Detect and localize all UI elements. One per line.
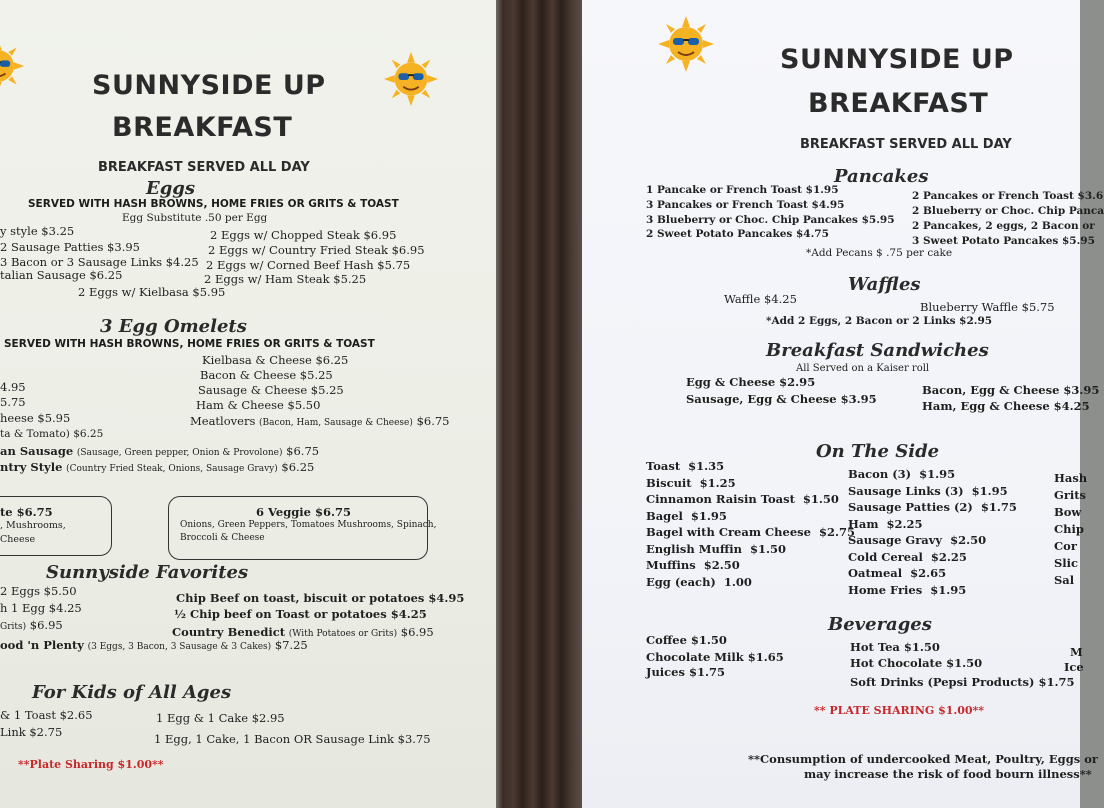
- side-column-1: [646, 459, 855, 591]
- side-item: Bagel $1.95: [646, 508, 727, 523]
- menu-item: 2 Eggs w/ Corned Beef Hash $5.75: [206, 258, 411, 272]
- side-item: Toast $1.35: [646, 459, 725, 473]
- menu-item: Bacon & Cheese $5.25: [200, 368, 333, 382]
- menu-item: [0, 618, 63, 632]
- served-all-day-label: BREAKFAST SERVED ALL DAY: [800, 137, 1012, 152]
- side-item: Cinnamon Raisin Toast $1.50: [646, 492, 839, 506]
- menu-item: Egg & Cheese $2.95: [686, 375, 816, 389]
- waffles-heading: Waffles: [848, 274, 921, 295]
- right-menu-page: [582, 0, 1104, 808]
- side-item: Ham $2.25: [848, 516, 923, 531]
- menu-item: 6 Veggie $6.75: [256, 505, 351, 519]
- item-description: (With Potatoes or Grits): [288, 629, 398, 639]
- sandwiches-heading: Breakfast Sandwiches: [766, 340, 989, 361]
- menu-item: M: [1070, 645, 1083, 659]
- food-safety-warning-line2: may increase the risk of food bourn illness**: [804, 767, 1092, 781]
- item-description: , Mushrooms,: [0, 520, 66, 531]
- served-all-day-label: BREAKFAST SERVED ALL DAY: [98, 160, 310, 175]
- kids-heading: For Kids of All Ages: [32, 682, 232, 703]
- menu-item: Juices $1.75: [646, 665, 725, 679]
- menu-item: ½ Chip beef on Toast or potatoes $4.25: [174, 607, 427, 621]
- plate-sharing-note: **Plate Sharing $1.00**: [18, 758, 164, 771]
- menu-item-italian-sausage: [0, 444, 319, 458]
- side-column-2: [848, 467, 1017, 599]
- menu-item: y style $3.25: [0, 224, 75, 238]
- item-price: $6.95: [29, 618, 63, 632]
- eggs-heading: Eggs: [146, 178, 196, 199]
- side-item: Bow: [1054, 505, 1082, 519]
- item-name: an Sausage: [0, 444, 74, 458]
- menu-item: 2 Eggs w/ Kielbasa $5.95: [78, 285, 226, 299]
- waffles-add-note: *Add 2 Eggs, 2 Bacon or 2 Links $2.95: [766, 315, 993, 327]
- menu-item: Ice: [1064, 660, 1084, 674]
- favorites-heading: Sunnyside Favorites: [46, 562, 249, 583]
- menu-item: 2 Blueberry or Choc. Chip Panca: [912, 205, 1104, 217]
- plate-sharing-note: ** PLATE SHARING $1.00**: [814, 704, 985, 717]
- side-item: Bagel with Cream Cheese $2.75: [646, 525, 855, 539]
- menu-item: h 1 Egg $4.25: [0, 601, 82, 615]
- on-the-side-heading: On The Side: [816, 441, 940, 462]
- egg-substitute-note: Egg Substitute .50 per Egg: [122, 212, 268, 224]
- side-item: Sausage Links (3) $1.95: [848, 483, 1008, 498]
- item-name: ood 'n Plenty: [0, 638, 84, 652]
- side-column-3-partial: [1054, 471, 1087, 590]
- menu-binding: [496, 0, 584, 808]
- side-item: Sal: [1054, 573, 1075, 587]
- menu-item: Chocolate Milk $1.65: [646, 650, 784, 664]
- item-description: (Country Fried Steak, Onions, Sausage Gravy): [66, 464, 278, 474]
- eggs-served-note: SERVED WITH HASH BROWNS, HOME FRIES OR GRITS & TOAST: [28, 198, 399, 210]
- menu-item: 2 Eggs w/ Country Fried Steak $6.95: [208, 243, 425, 257]
- menu-item: 1 Pancake or French Toast $1.95: [646, 184, 839, 196]
- side-item: Grits: [1054, 488, 1087, 502]
- side-item: Oatmeal $2.65: [848, 566, 947, 580]
- menu-item: Kielbasa & Cheese $6.25: [202, 353, 349, 367]
- menu-item: 2 Eggs w/ Chopped Steak $6.95: [210, 228, 397, 242]
- item-description: (Sausage, Green pepper, Onion & Provolone): [76, 448, 283, 458]
- menu-item: 3 Bacon or 3 Sausage Links $4.25: [0, 255, 199, 269]
- side-item: Chip: [1054, 522, 1084, 536]
- menu-item: 4.95: [0, 380, 26, 394]
- menu-item: Ham, Egg & Cheese $4.25: [922, 399, 1090, 413]
- pancakes-heading: Pancakes: [834, 166, 929, 187]
- menu-item: Blueberry Waffle $5.75: [920, 300, 1055, 314]
- side-item: Biscuit $1.25: [646, 475, 736, 490]
- item-price: $6.75: [416, 414, 450, 428]
- item-name: ntry Style: [0, 460, 63, 474]
- menu-title-line2: BREAKFAST: [112, 112, 293, 143]
- sandwiches-note: All Served on a Kaiser roll: [796, 363, 930, 374]
- sun-sunglasses-icon: [656, 14, 716, 74]
- menu-item: 2 Pancakes, 2 eggs, 2 Bacon or: [912, 220, 1095, 232]
- menu-title-line1: SUNNYSIDE UP: [780, 44, 1014, 75]
- menu-item: 1 Egg, 1 Cake, 1 Bacon OR Sausage Link $3.75: [154, 732, 431, 746]
- menu-item: heese $5.95: [0, 411, 71, 425]
- menu-item: Coffee $1.50: [646, 633, 727, 647]
- menu-item: te $6.75: [0, 505, 53, 519]
- item-description: Grits): [0, 622, 27, 632]
- menu-item: 2 Eggs w/ Ham Steak $5.25: [204, 272, 367, 286]
- menu-item: Ham & Cheese $5.50: [196, 398, 321, 412]
- item-price: $6.75: [286, 444, 320, 458]
- omelets-served-note: SERVED WITH HASH BROWNS, HOME FRIES OR GRITS & TOAST: [4, 338, 375, 350]
- side-item: Cor: [1054, 539, 1077, 553]
- side-item: Sausage Patties (2) $1.75: [848, 500, 1017, 514]
- item-price: $6.25: [281, 460, 315, 474]
- item-price: $6.95: [400, 625, 434, 639]
- menu-item: 3 Sweet Potato Pancakes $5.95: [912, 235, 1095, 247]
- menu-item: Sausage, Egg & Cheese $3.95: [686, 392, 877, 406]
- menu-item-country-benedict: [172, 625, 434, 639]
- item-description: Broccoli & Cheese: [180, 533, 265, 543]
- item-description: (3 Eggs, 3 Bacon, 3 Sausage & 3 Cakes): [87, 642, 272, 652]
- pecans-note: *Add Pecans $ .75 per cake: [806, 247, 953, 259]
- item-name: Meatlovers: [190, 414, 256, 428]
- menu-item: 2 Sausage Patties $3.95: [0, 240, 140, 254]
- side-item: Slic: [1054, 556, 1079, 570]
- menu-item: ta & Tomato) $6.25: [0, 428, 104, 440]
- menu-title-line1: SUNNYSIDE UP: [92, 70, 326, 101]
- item-name: Country Benedict: [172, 625, 286, 639]
- menu-item: 5.75: [0, 395, 26, 409]
- menu-item: 3 Pancakes or French Toast $4.95: [646, 199, 845, 211]
- menu-item: Hot Chocolate $1.50: [850, 656, 983, 670]
- menu-item-country-style: [0, 460, 314, 474]
- menu-item: 1 Egg & 1 Cake $2.95: [156, 711, 285, 725]
- omelets-heading: 3 Egg Omelets: [100, 316, 247, 337]
- food-safety-warning-line1: **Consumption of undercooked Meat, Poultry, Eggs or: [748, 752, 1098, 766]
- menu-item: Link $2.75: [0, 725, 63, 739]
- menu-title-line2: BREAKFAST: [808, 88, 989, 119]
- side-item: Cold Cereal $2.25: [848, 549, 967, 564]
- left-menu-page: [0, 0, 500, 808]
- menu-item: 2 Eggs $5.50: [0, 584, 77, 598]
- item-price: $7.25: [274, 638, 308, 652]
- menu-item: Bacon, Egg & Cheese $3.95: [922, 383, 1100, 397]
- menu-item: talian Sausage $6.25: [0, 268, 123, 282]
- side-item: Sausage Gravy $2.50: [848, 533, 987, 547]
- menu-item: Hot Tea $1.50: [850, 640, 940, 654]
- menu-item: 2 Sweet Potato Pancakes $4.75: [646, 228, 829, 240]
- menu-item: Waffle $4.25: [724, 292, 797, 306]
- item-description: Cheese: [0, 534, 36, 545]
- item-description: Onions, Green Peppers, Tomatoes Mushrooms, Spinach,: [180, 520, 437, 530]
- side-item: Home Fries $1.95: [848, 582, 967, 597]
- side-item: Hash: [1054, 471, 1088, 485]
- menu-item: Soft Drinks (Pepsi Products) $1.75: [850, 675, 1075, 689]
- side-item: Bacon (3) $1.95: [848, 467, 956, 481]
- sun-sunglasses-icon: [382, 50, 440, 108]
- sun-sunglasses-icon: [0, 38, 26, 94]
- item-description: (Bacon, Ham, Sausage & Cheese): [259, 418, 413, 428]
- menu-item: Sausage & Cheese $5.25: [198, 383, 344, 397]
- menu-item: 2 Pancakes or French Toast $3.6: [912, 190, 1104, 202]
- menu-item-meatlovers: [190, 414, 450, 428]
- menu-item: 3 Blueberry or Choc. Chip Pancakes $5.95: [646, 214, 895, 226]
- side-item: English Muffin $1.50: [646, 541, 787, 556]
- side-item: Muffins $2.50: [646, 558, 740, 572]
- menu-item-good-n-plenty: [0, 638, 308, 652]
- menu-item: Chip Beef on toast, biscuit or potatoes $4.95: [176, 591, 465, 605]
- menu-item: & 1 Toast $2.65: [0, 708, 93, 722]
- beverages-heading: Beverages: [828, 614, 932, 635]
- side-item: Egg (each) 1.00: [646, 574, 752, 589]
